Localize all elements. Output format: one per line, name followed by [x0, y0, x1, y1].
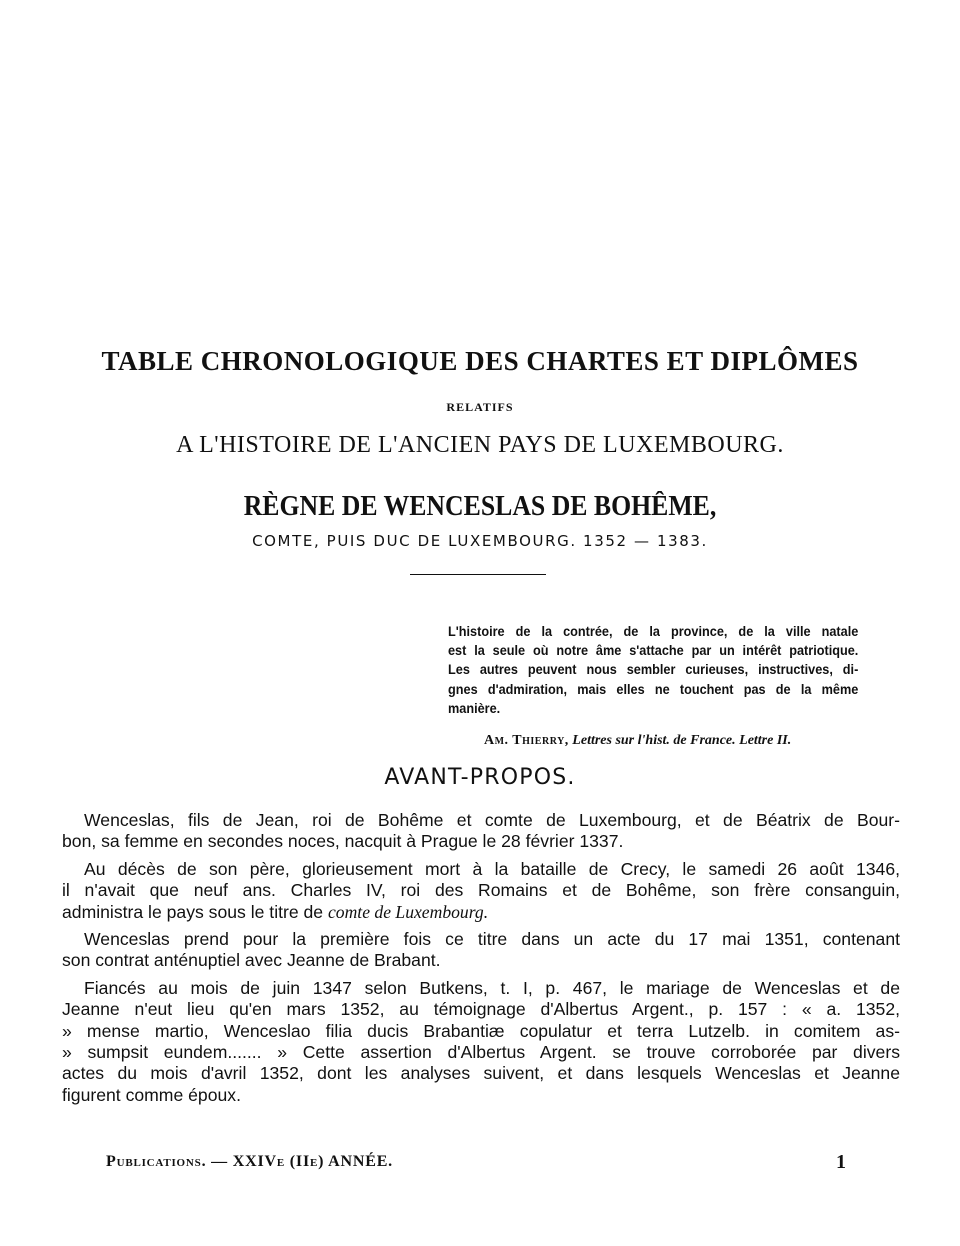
- epigraph-line: manière.: [448, 700, 501, 716]
- epigraph-line: L'histoire de la contrée, de la province, de la ville natale: [448, 624, 859, 639]
- reign-subheading: COMTE, PUIS DUC DE LUXEMBOURG. 1352 — 1383.: [252, 532, 708, 550]
- epigraph-line: Les autres peuvent nous sembler curieuses, instructives, di-: [448, 662, 859, 678]
- epigraph-attribution: [484, 733, 904, 749]
- paragraph-line: son contrat anténuptiel avec Jeanne de Brabant.: [62, 950, 441, 971]
- page-number: 1: [836, 1151, 846, 1173]
- paragraph-line: » mense martio, Wenceslao filia ducis Brabantiæ copulatur et terra Lutzelb. in comitem as-: [62, 1020, 900, 1041]
- attribution-work: Lettres sur l'hist. de France. Lettre II.: [572, 733, 792, 748]
- title-relatifs: RELATIFS: [446, 400, 514, 414]
- epigraph-line: gnes d'admiration, mais elles ne touchent pas de la même: [448, 681, 859, 697]
- paragraph-line: Fiancés au mois de juin 1347 selon Butkens, t. I, p. 467, le mariage de Wenceslas et de: [84, 977, 900, 998]
- paragraph-line: il n'avait que neuf ans. Charles IV, roi des Romains et de Bohême, son frère consanguin,: [62, 880, 900, 901]
- page-title: TABLE CHRONOLOGIQUE DES CHARTES ET DIPLÔMES: [101, 346, 859, 376]
- italic-title: comte de Luxembourg.: [328, 901, 489, 922]
- paragraph-line: Wenceslas prend pour la première fois ce titre dans un acte du 17 mai 1351, contenant: [84, 929, 900, 950]
- paragraph-line: Wenceslas, fils de Jean, roi de Bohême et comte de Luxembourg, et de Béatrix de Bour-: [84, 810, 900, 830]
- attribution-author: Am. Thierry,: [484, 733, 569, 748]
- paragraph: [62, 859, 900, 923]
- paragraph-line: Au décès de son père, glorieusement mort à la bataille de Crecy, le samedi 26 août 1346,: [84, 858, 900, 879]
- paragraph-line-with-italic: [62, 902, 900, 923]
- paragraph-line: Jeanne n'eut lieu qu'en mars 1352, au témoignage d'Albertus Argent., p. 157 : « a. 1352,: [62, 999, 900, 1020]
- horizontal-rule: [410, 574, 546, 575]
- paragraph: [62, 810, 900, 853]
- paragraph-line: bon, sa femme en secondes noces, nacquit à Prague le 28 février 1337.: [62, 831, 624, 852]
- reign-heading: RÈGNE DE WENCESLAS DE BOHÊME,: [243, 491, 717, 522]
- body-text: [62, 810, 900, 1112]
- paragraph-line: » sumpsit eundem....... » Cette assertion d'Albertus Argent. se trouve corroborée par divers: [62, 1042, 900, 1063]
- footer-publication-text: Publications. — XXIVe (IIe) ANNÉE.: [106, 1153, 393, 1170]
- paragraph: [62, 978, 900, 1106]
- section-heading: AVANT-PROPOS.: [384, 765, 576, 790]
- paragraph-line: actes du mois d'avril 1352, dont les analyses suivent, et dans lesquels Wenceslas et Jeanne: [62, 1063, 900, 1084]
- paragraph: [62, 929, 900, 972]
- paragraph-line-text: administra le pays sous le titre de: [62, 901, 324, 922]
- epigraph-line: est la seule où notre âme s'attache par un intérêt patriotique.: [448, 643, 859, 659]
- footer-publication: [106, 1153, 393, 1171]
- epigraph: [448, 622, 858, 718]
- paragraph-line: figurent comme époux.: [62, 1084, 241, 1105]
- page-subtitle: A L'HISTOIRE DE L'ANCIEN PAYS DE LUXEMBOURG.: [176, 432, 784, 458]
